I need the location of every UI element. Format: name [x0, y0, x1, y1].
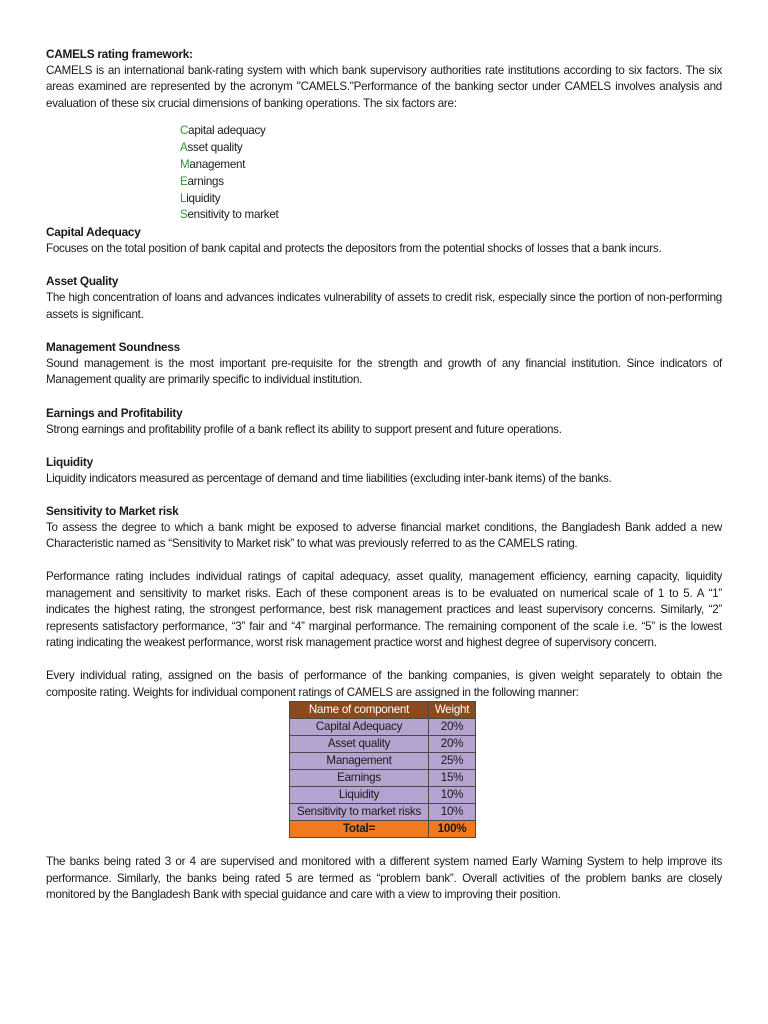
section-asset-quality — [46, 273, 722, 323]
section-paragraph: Sound management is the most important pre-requisite for the strength and growth of any financial institution. Since indicators of Management quality are primarily specific to individual institution. — [46, 356, 722, 387]
section-earnings — [46, 405, 722, 438]
table-row — [290, 804, 476, 821]
intro-heading: CAMELS rating framework: — [46, 47, 193, 61]
intro-paragraph: CAMELS is an international bank-rating system with which bank supervisory authorities rate institutions according to six factors. The six areas examined are represented by the acronym "CAMELS."Performance of the banking sector under CAMELS involves analysis and evaluation of these six crucial dimensions of banking operations. The six factors are: — [46, 63, 722, 110]
factor-initial: M — [180, 157, 190, 171]
factor-rest: iquidity — [186, 191, 221, 205]
table-row — [290, 719, 476, 736]
factor-item — [180, 157, 722, 174]
section-management-soundness — [46, 339, 722, 389]
performance-section — [46, 569, 722, 652]
factor-initial: E — [180, 174, 188, 188]
table-header-cell: Weight — [429, 702, 476, 719]
factor-initial: S — [180, 208, 188, 222]
component-name: Liquidity — [290, 787, 429, 804]
section-paragraph: Focuses on the total position of bank capital and protects the depositors from the potential shocks of losses that a bank incurs. — [46, 241, 662, 255]
factor-item — [180, 123, 722, 140]
factor-initial: L — [180, 191, 187, 205]
factor-rest: arnings — [187, 174, 224, 188]
table-row — [290, 787, 476, 804]
component-weight: 25% — [429, 753, 476, 770]
performance-paragraph: Performance rating includes individual ratings of capital adequacy, asset quality, management efficiency, earning capacity, liquidity management and sensitivity to market risks. Each of these component areas is to be evaluated on numerical scale of 1 to 5. A “1” indicates the highest rating, the strongest performance, best risk management practices and least supervisory concerns. Similarly, “2” represents satisfactory performance, “3” fair and “4” marginal performance. The remaining component of the scale i.e. “5” is the lowest rating indicating the weakest performance, worst risk management practice worst and highest degree of supervisory concern. — [46, 570, 722, 650]
section-heading: Management Soundness — [46, 340, 180, 355]
table-row — [290, 770, 476, 787]
component-weight: 15% — [429, 770, 476, 787]
factor-rest: sset quality — [187, 141, 243, 155]
section-liquidity — [46, 454, 722, 487]
section-paragraph: The high concentration of loans and advances indicates vulnerability of assets to credit risk, especially since the portion of non-performing assets is significant. — [46, 290, 722, 321]
table-row — [290, 753, 476, 770]
section-paragraph: Liquidity indicators measured as percentage of demand and time liabilities (excluding inter-bank items) of the banks. — [46, 471, 612, 485]
component-name: Sensitivity to market risks — [290, 804, 429, 821]
total-weight: 100% — [429, 821, 476, 838]
section-heading: Sensitivity to Market risk — [46, 504, 179, 519]
table-total-row — [290, 821, 476, 838]
table-header-row — [290, 702, 476, 719]
section-paragraph: To assess the degree to which a bank might be exposed to adverse financial market conditions, the Bangladesh Bank added a new Characteristic named as “Sensitivity to Market risk” to what was previously referred to as the CAMELS rating. — [46, 520, 722, 551]
weights-paragraph: Every individual rating, assigned on the basis of performance of the banking companies, is given weight separately to obtain the composite rating. Weights for individual component ratings of CAMELS are assigned in the following manner: — [46, 669, 722, 699]
section-heading: Liquidity — [46, 455, 93, 470]
component-weight: 20% — [429, 719, 476, 736]
section-capital-adequacy — [46, 224, 722, 257]
closing-section — [46, 854, 722, 904]
component-name: Asset quality — [290, 736, 429, 753]
factor-list — [180, 123, 722, 224]
table-row — [290, 736, 476, 753]
component-name: Earnings — [290, 770, 429, 787]
component-weight: 20% — [429, 736, 476, 753]
factor-item — [180, 174, 722, 191]
section-heading: Asset Quality — [46, 274, 119, 289]
factor-item — [180, 191, 722, 208]
table-header-cell: Name of component — [290, 702, 429, 719]
total-label: Total= — [290, 821, 429, 838]
factor-initial: C — [180, 124, 189, 138]
factor-item — [180, 207, 722, 224]
component-name: Management — [290, 753, 429, 770]
section-heading: Earnings and Profitability — [46, 405, 183, 420]
section-market-risk — [46, 503, 722, 553]
factor-rest: apital adequacy — [188, 124, 266, 138]
factor-rest: ensitivity to market — [187, 208, 279, 222]
weights-table — [289, 701, 476, 838]
intro-section — [46, 46, 722, 112]
component-weight: 10% — [429, 787, 476, 804]
component-weight: 10% — [429, 804, 476, 821]
weights-section — [46, 668, 722, 701]
component-name: Capital Adequacy — [290, 719, 429, 736]
factor-item — [180, 140, 722, 157]
section-paragraph: Strong earnings and profitability profile of a bank reflect its ability to support present and future operations. — [46, 422, 562, 436]
factor-rest: anagement — [189, 157, 246, 171]
closing-paragraph: The banks being rated 3 or 4 are supervised and monitored with a different system named Early Warning System to help improve its performance. Similarly, the banks being rated 5 are termed as “problem bank”. Overall activities of the problem banks are closely monitored by the Bangladesh Bank with special guidance and care with a view to improving their position. — [46, 855, 722, 902]
factor-initial: A — [180, 141, 188, 155]
section-heading: Capital Adequacy — [46, 225, 141, 240]
